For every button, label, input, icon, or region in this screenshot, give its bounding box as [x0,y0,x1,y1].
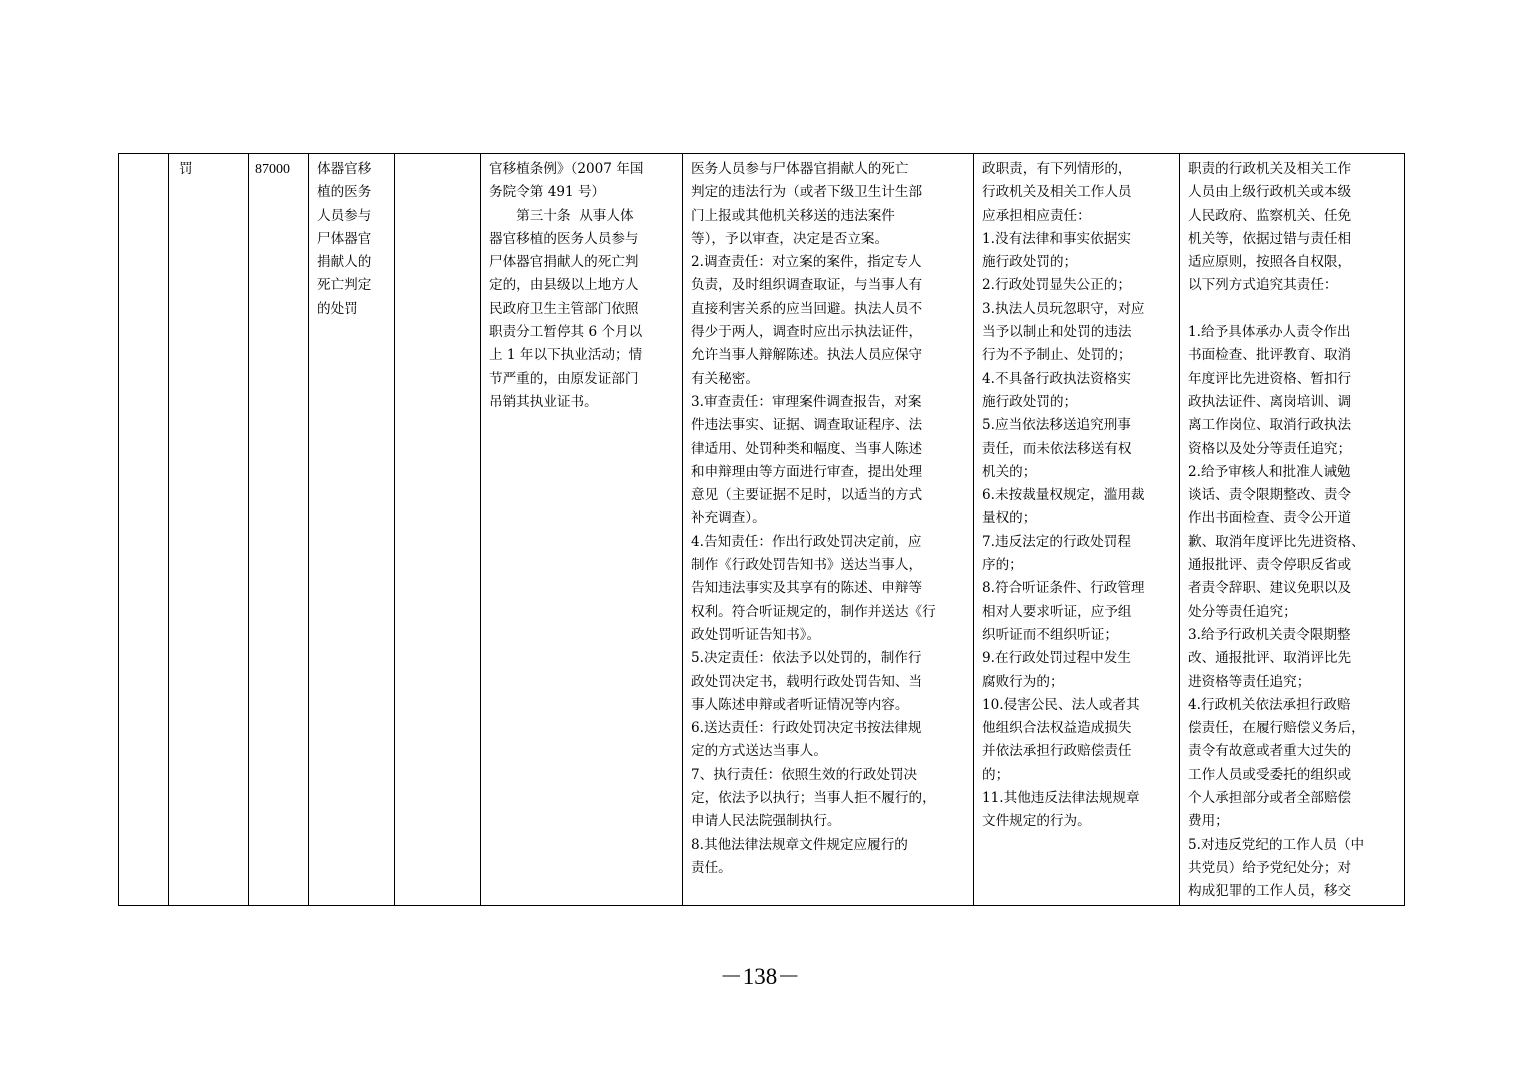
text-line: 定的，由县级以上地方人 [489,277,639,294]
text-line: 施行政处罚的； [982,254,1078,271]
text-line: 直接利害关系的应当回避。执法人员不 [691,300,923,317]
text-line: 政处罚听证告知书》。 [691,626,821,643]
text-line: 责任，而未依法移送有权 [982,440,1132,457]
text-line: 责令有故意或者重大过失的 [1188,743,1352,760]
text-line: 行为不予制止、处罚的； [982,347,1132,364]
text-line: 者责令辞职、建议免职以及 [1188,580,1352,597]
cell-accountability-methods [1180,154,1405,906]
text-line: 体器官移 [317,161,372,177]
text-line: 尸体器官捐献人的死亡判 [489,254,639,271]
text-line: 3.执法人员玩忽职守，对应 [982,300,1145,317]
text-line: 7、执行责任：依照生效的行政处罚决 [691,766,918,783]
cell-item-code [249,154,309,906]
text-line: 他组织合法权益造成损失 [982,720,1132,737]
text-line: 个人承担部分或者全部赔偿 [1188,790,1352,807]
text-line: 官移植条例》（2007 年国 [489,161,644,177]
text-line: 构成犯罪的工作人员，移交 [1188,883,1352,900]
text-line: 和申辩理由等方面进行审查，提出处理 [691,463,923,480]
text-line: 6.未按裁量权规定，滥用裁 [982,487,1145,504]
text-line: 2.给予审核人和批准人诫勉 [1188,463,1351,480]
text-line: 职责分工暂停其 6 个月以 [489,324,643,341]
text-line: 改、通报批评、取消评比先 [1188,650,1352,667]
text-line: 1.给予具体承办人责令作出 [1188,324,1351,341]
text-line: 7.违反法定的行政处罚程 [982,533,1131,550]
cell-item-name [309,154,395,906]
text-line: 9.在行政处罚过程中发生 [982,650,1131,667]
text-line: 节严重的，由原发证部门 [489,370,639,387]
text-line: 补充调查）。 [691,510,766,527]
text-line: 歉、取消年度评比先进资格、 [1188,533,1365,550]
cell-category [169,154,249,906]
text-line: 4.行政机关依法承担行政赔 [1188,696,1351,713]
text-line: 吊销其执业证书。 [489,393,598,410]
text-line: 政处罚决定书，载明行政处罚告知、当 [691,673,923,690]
text-line: 责任。 [691,859,732,876]
cell-sub-item [395,154,481,906]
text-line: 文件规定的行为。 [982,813,1091,830]
page-number: －138－ [719,964,801,989]
text-line: 申请人民法院强制执行。 [691,813,841,830]
text-line: 通报批评、责令停职反省或 [1188,557,1352,574]
text-line: 5.对违反党纪的工作人员（中 [1188,836,1365,853]
text-line: 3.给予行政机关责令限期整 [1188,626,1351,643]
text-line: 3.审查责任：审理案件调查报告，对案 [691,393,922,410]
text-line: 当予以制止和处罚的违法 [982,324,1132,341]
text-line: 4.告知责任：作出行政处罚决定前，应 [691,533,922,550]
text-line: 死亡判定 [317,277,372,294]
text-line: 等），予以审查，决定是否立案。 [691,230,889,247]
text-line: 植的医务 [317,184,372,201]
text-line: 2.行政处罚显失公正的； [982,277,1131,294]
text-line: 第三十条 从事人体 [489,207,634,224]
text-line: 87000 [255,162,290,177]
text-line: 5.决定责任：依法予以处罚的，制作行 [691,650,922,667]
text-line: 偿责任，在履行赔偿义务后， [1188,720,1365,737]
cell-accountability-situations [974,154,1180,906]
text-line: 的； [982,766,1010,783]
text-line: 处分等责任追究； [1188,603,1297,620]
text-line: 负责，及时组织调查取证，与当事人有 [691,277,923,294]
text-line: 织听证而不组织听证； [982,626,1118,643]
text-line: 作出书面检查、责令公开道 [1188,510,1352,527]
responsibility-table [118,153,1405,906]
text-line: 以下列方式追究其责任： [1188,277,1338,294]
text-line: 捐献人的 [317,254,372,271]
text-line: 行政机关及相关工作人员 [982,184,1132,201]
text-line: 政执法证件、离岗培训、调 [1188,393,1352,410]
text-line: 序的； [982,557,1023,574]
text-line: 应承担相应责任： [982,207,1091,224]
text-line: 谈话、责令限期整改、责令 [1188,487,1352,504]
text-line: 8.其他法律法规章文件规定应履行的 [691,836,908,853]
text-line: 书面检查、批评教育、取消 [1188,347,1352,364]
text-line: 共党员）给予党纪处分；对 [1188,859,1352,876]
text-line: 律适用、处罚种类和幅度、当事人陈述 [691,440,923,457]
text-line: 进资格等责任追究； [1188,673,1311,690]
text-line: 民政府卫生主管部门依照 [489,300,639,317]
text-line: 尸体器官 [317,230,372,247]
text-line: 4.不具备行政执法资格实 [982,370,1131,387]
text-line: 制作《行政处罚告知书》送达当事人， [691,557,923,574]
text-line [1188,298,1396,321]
text-line: 事人陈述申辩或者听证情况等内容。 [691,696,909,713]
text-line: 工作人员或受委托的组织或 [1188,766,1352,783]
text-line: 有关秘密。 [691,370,759,387]
text-line: 资格以及处分等责任追究； [1188,440,1352,457]
text-line: 6.送达责任：行政处罚决定书按法律规 [691,720,922,737]
text-line: 的处罚 [317,300,358,317]
text-line: 人员参与 [317,207,372,224]
text-line: 11.其他违反法律法规规章 [982,790,1140,807]
text-line: 权利。符合听证规定的，制作并送达《行 [691,603,936,620]
text-line: 意见（主要证据不足时，以适当的方式 [691,487,923,504]
text-line: 5.应当依法移送追究刑事 [982,417,1131,434]
table-row [119,154,1405,906]
text-line: 2.调查责任：对立案的案件，指定专人 [691,254,922,271]
text-line: 相对人要求听证，应予组 [982,603,1132,620]
text-line: 施行政处罚的； [982,393,1078,410]
cell-responsibilities [683,154,974,906]
text-line: 罚 [179,161,193,177]
text-line: 上 1 年以下执业活动；情 [489,347,643,364]
text-line: 得少于两人，调查时应出示执法证件， [691,324,923,341]
text-line: 量权的； [982,510,1037,527]
cell-blank [119,154,169,906]
text-line: 定，依法予以执行；当事人拒不履行的， [691,790,936,807]
text-line: 适应原则，按照各自权限， [1188,254,1352,271]
text-line: 人员由上级行政机关或本级 [1188,184,1352,201]
text-line: 门上报或其他机关移送的违法案件 [691,207,895,224]
text-line: 1.没有法律和事实依据实 [982,230,1131,247]
text-line: 10.侵害公民、法人或者其 [982,696,1140,713]
text-line: 器官移植的医务人员参与 [489,230,639,247]
text-line: 年度评比先进资格、暂扣行 [1188,370,1352,387]
text-line: 腐败行为的； [982,673,1064,690]
cell-legal-basis [481,154,683,906]
text-line: 8.符合听证条件、行政管理 [982,580,1145,597]
text-line: 费用； [1188,813,1229,830]
text-line: 务院令第 491 号） [489,184,606,201]
text-line: 离工作岗位、取消行政执法 [1188,417,1352,434]
text-line: 机关的； [982,463,1037,480]
text-line: 判定的违法行为（或者下级卫生计生部 [691,184,923,201]
text-line: 职责的行政机关及相关工作 [1188,161,1352,177]
text-line: 机关等，依据过错与责任相 [1188,230,1352,247]
text-line: 件违法事实、证据、调查取证程序、法 [691,417,923,434]
text-line: 人民政府、监察机关、任免 [1188,207,1352,224]
text-line: 告知违法事实及其享有的陈述、申辩等 [691,580,923,597]
text-line: 定的方式送达当事人。 [691,743,827,760]
text-line: 医务人员参与尸体器官捐献人的死亡 [691,161,909,177]
text-line: 政职责，有下列情形的， [982,161,1132,177]
text-line: 允许当事人辩解陈述。执法人员应保守 [691,347,923,364]
text-line: 并依法承担行政赔偿责任 [982,743,1132,760]
